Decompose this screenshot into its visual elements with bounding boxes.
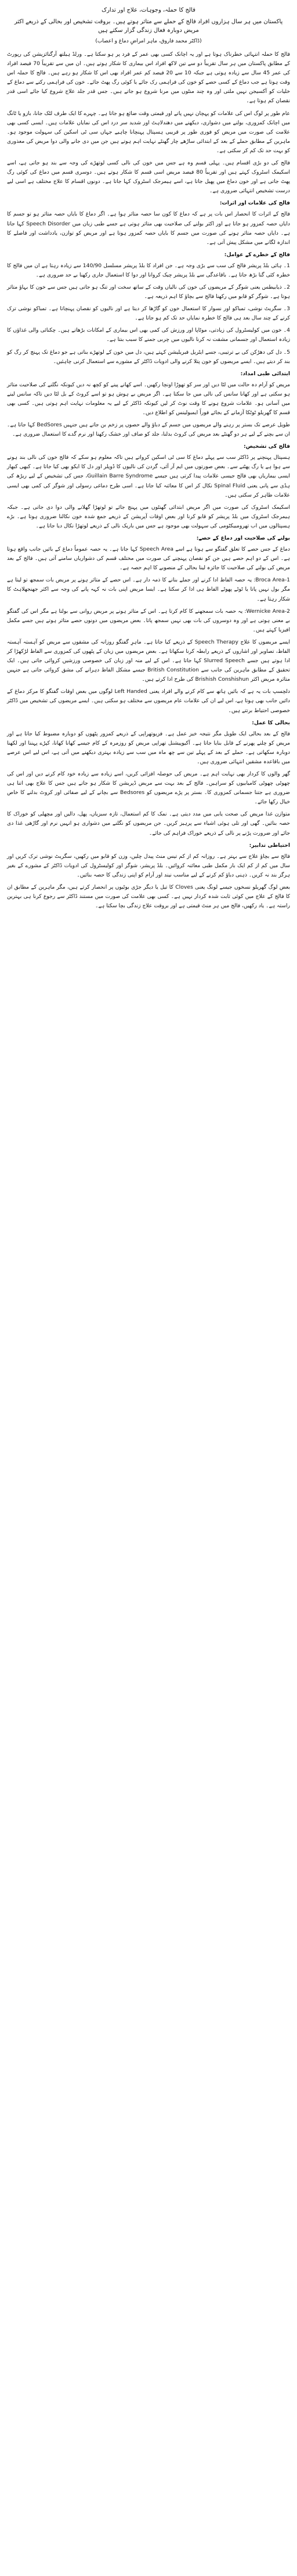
body-paragraph: متوازن غذا مریض کی صحت یابی میں مدد دیتی ہے۔ نمک کا کم استعمال، تازہ سبزیاں، پھل، دالیں اور مچھلی کو خوراک کا حصہ بنائیں۔ گھی اور تلی ہوئی اشیاء سے پرہیز کریں۔ جن مریضوں کو نگلنے میں دشواری ہو انہیں نرم اور گاڑھی غذا دی جائے اور ضرورت پڑنے پر نالی کے ذریعے خوراک فراہم کی جائے۔: [7, 811, 290, 836]
section-heading: فالج کی علامات اور اثرات:: [219, 200, 290, 207]
body-paragraph: 5۔ دل کی دھڑکن کی بے ترتیبی، جسے ایٹریل فبریلیشن کہتے ہیں، دل میں خون کے لوتھڑے بناتی ہے جو دماغ تک پہنچ کر رگ کو بند کر دیتے ہیں۔ ایسے مریضوں کو خون پتلا کرنے والی ادویات ڈاکٹر کے مشورے سے استعمال کرنی چاہئیں۔: [7, 349, 290, 365]
body-paragraph: ہسپتال پہنچنے پر ڈاکٹر سب سے پہلے دماغ کا سی ٹی اسکین کرواتے ہیں تاکہ معلوم ہو سکے کہ فالج خون کی نالی بند ہونے سے ہوا ہے یا رگ پھٹنے سے۔ بعض صورتوں میں ایم آر آئی، گردن کی نالیوں کا ڈوپلر اور دل کا ایکو بھی کیا جاتا ہے۔ کبھی کبھار ایسی بیماریاں بھی فالج جیسی علامات پیدا کرتی ہیں جیسے Guillain Barre Syndrome، جس کی تشخیص کے لیے ریڑھ کی ہڈی سے پانی یعنی Spinal Fluid نکال کر اس کا معائنہ کیا جاتا ہے۔ اسی طرح دماغی رسولی اور شوگر کی کمی بھی ایسی علامات ظاہر کر سکتی ہیں۔: [7, 454, 291, 498]
section-heading: بولنے کی صلاحیت اور دماغ کے حصے:: [196, 535, 290, 542]
body-paragraph: فالج کی دو بڑی اقسام ہیں۔ پہلی قسم وہ ہے جس میں خون کی نالی کسی لوتھڑے کی وجہ سے بند ہو جاتی ہے، اسے اسکیمک اسٹروک کہتے ہیں اور تقریباً 80 فیصد مریض اسی قسم کا شکار ہوتے ہیں۔ دوسری قسم میں دماغ کی کوئی رگ پھٹ جاتی ہے اور خون دماغ میں پھیل جاتا ہے، اسے ہیمرجک اسٹروک کہا جاتا ہے۔ دونوں اقسام کا علاج مختلف ہے اسی لیے درست تشخیص انتہائی ضروری ہے۔: [7, 160, 290, 195]
body-paragraph: بعض لوگ گھریلو نسخوں جیسے لونگ یعنی Cloves کا تیل یا دیگر جڑی بوٹیوں پر انحصار کرتے ہیں، مگر ماہرین کے مطابق ان کا فالج کے علاج میں کوئی ثابت شدہ کردار نہیں ہے۔ کسی بھی علامت کی صورت میں مستند ڈاکٹر سے رجوع کرنا ہی بہترین راستہ ہے۔ یاد رکھیں، فالج میں ہر منٹ قیمتی ہے اور بروقت علاج زندگی بچا سکتا ہے۔: [7, 883, 291, 910]
section-heading: احتیاطی تدابیر:: [249, 842, 290, 849]
body-paragraph: عام طور پر لوگ اس کی علامات کو پہچان نہیں پاتے اور قیمتی وقت ضائع ہو جاتا ہے۔ چہرے کا ایک طرف لٹک جانا، بازو یا ٹانگ میں اچانک کمزوری، بولنے میں دشواری، دیکھنے میں دھندلاہٹ اور شدید سر درد اس کی نمایاں علامات ہیں۔ ایسی کسی بھی علامت کی صورت میں مریض کو فوری طور پر قریبی ہسپتال پہنچانا چاہیے جہاں سی ٹی اسکین کی سہولت موجود ہو۔ ماہرین کے مطابق حملے کے بعد کے ابتدائی ساڑھے چار گھنٹے نہایت اہم ہوتے ہیں جن میں دی جانے والی دوا مریض کی معذوری کو بہت حد تک کم کر سکتی ہے۔: [7, 110, 290, 154]
article-subtitle: پاکستان میں ہر سال ہزاروں افراد فالج کے حملے سے متاثر ہوتے ہیں۔ بروقت تشخیص اور بحالی کے ذریعے اکثر مریض دوبارہ فعال زندگی گزار سکتے ہیں: [14, 19, 283, 34]
body-paragraph: 3۔ سگریٹ نوشی، تمباکو اور نسوار کا استعمال خون کو گاڑھا کر دیتا ہے اور نالیوں کو نقصان پہنچاتا ہے۔ تمباکو نوشی ترک کرنے کے چند سال بعد ہی فالج کا خطرہ نمایاں حد تک کم ہو جاتا ہے۔: [7, 306, 290, 322]
body-paragraph: ایسے مریضوں کا علاج Speech Therapy کے ذریعے کیا جاتا ہے۔ ماہرِ گفتگو روزانہ کی مشقوں سے مریض کو آہستہ آہستہ الفاظ، تصاویر اور اشاروں کے ذریعے رابطہ کرنا سکھاتا ہے۔ بعض مریضوں میں زبان کے پٹھوں کی کمزوری سے الفاظ لڑکھڑا کر ادا ہوتے ہیں جسے Slurred Speech کہا جاتا ہے۔ اس کے لیے منہ اور زبان کی خصوصی ورزشیں کروائی جاتی ہیں۔ ایک تحقیق کے مطابق ماہرین کی جانب سے British Constitution جیسے مشکل الفاظ دہرانے کی مشق کروائی جاتی ہے جنہیں متاثرہ مریض اکثر Brishish Conshishun کی طرح ادا کرتے ہیں۔: [7, 638, 290, 683]
article-author: (ڈاکٹر محمد فاروق، ماہر امراضِ دماغ و اعصاب): [95, 38, 202, 44]
body-paragraph: فالج سے بچاؤ علاج سے بہتر ہے۔ روزانہ کم از کم تیس منٹ پیدل چلیں، وزن کو قابو میں رکھیں، سگریٹ نوشی ترک کریں اور سال میں کم از کم ایک بار مکمل طبی معائنہ کروائیں۔ بلڈ پریشر، شوگر اور کولیسٹرول کی ادویات ڈاکٹر کے مشورے کے بغیر ہرگز بند نہ کریں۔ ذہنی دباؤ کم کرنے کے لیے مناسب نیند اور آرام کو اپنی زندگی کا حصہ بنائیں۔: [7, 853, 290, 878]
body-paragraph: اسکیمک اسٹروک کی صورت میں اگر مریض ابتدائی گھنٹوں میں پہنچ جائے تو لوتھڑا گھلانے والی دوا دی جاتی ہے۔ جبکہ ہیمرجک اسٹروک میں بلڈ پریشر کو قابو کرنا اور بعض اوقات آپریشن کے ذریعے جمع شدہ خون نکالنا ضروری ہوتا ہے۔ بڑے ہسپتالوں میں اب تھرومبیکٹومی کی سہولت بھی موجود ہے جس میں باریک نالی کے ذریعے لوتھڑا نکال دیا جاتا ہے۔: [7, 504, 290, 529]
section-heading: ابتدائی طبی امداد:: [240, 370, 290, 377]
body-paragraph: مریض کو آرام دہ حالت میں لٹا دیں اور سر کو تھوڑا اونچا رکھیں۔ اسے کھانے پینے کو کچھ نہ دیں کیونکہ نگلنے کی صلاحیت متاثر ہو سکتی ہے اور کھانا سانس کی نالی میں جا سکتا ہے۔ اگر مریض بے ہوش ہو تو اسے کروٹ کے بل لٹا دیں تاکہ سانس لینے میں آسانی ہو۔ علامات شروع ہونے کا وقت نوٹ کر لیں کیونکہ ڈاکٹر کے لیے یہ معلومات نہایت اہم ہوتی ہیں۔ کسی بھی قسم کا گھریلو ٹوٹکا آزمانے کے بجائے فوراً ایمبولینس کو اطلاع دیں۔: [7, 381, 290, 416]
body-paragraph: 1۔ ہائی بلڈ پریشر فالج کی سب سے بڑی وجہ ہے۔ جن افراد کا بلڈ پریشر مسلسل 140/90 سے زیادہ رہتا ہے ان میں فالج کا خطرہ کئی گنا بڑھ جاتا ہے۔ باقاعدگی سے بلڈ پریشر چیک کروانا اور دوا کا استعمال جاری رکھنا بے حد ضروری ہے۔: [7, 262, 290, 278]
article-title: فالج کا حملہ، وجوہات، علاج اور تدارک: [102, 7, 195, 13]
section-heading: فالج کی تشخیص:: [244, 443, 290, 450]
article-body: [7, 50, 290, 911]
body-paragraph: گھر والوں کا کردار بھی نہایت اہم ہے۔ مریض کی حوصلہ افزائی کریں، اسے زیادہ سے زیادہ خود کام کرنے دیں اور اس کی چھوٹی چھوٹی کامیابیوں کو سراہیں۔ فالج کے بعد بہت سے مریض ڈپریشن کا شکار ہو جاتے ہیں جس کا علاج بھی اتنا ہی ضروری ہے جتنا جسمانی کمزوری کا۔ بستر پر پڑے مریضوں کو Bedsores سے بچانے کے لیے صفائی اور کروٹ بدلنے کا خاص خیال رکھا جائے۔: [7, 771, 290, 806]
body-paragraph: فالج کے بعد بحالی ایک طویل مگر نتیجہ خیز عمل ہے۔ فزیوتھراپی کے ذریعے کمزور پٹھوں کو دوبارہ مضبوط کیا جاتا ہے اور مریض کو چلنے پھرنے کے قابل بنایا جاتا ہے۔ آکیوپیشنل تھراپی مریض کو روزمرہ کے کام جیسے کھانا کھانا، کپڑے پہننا اور لکھنا دوبارہ سکھاتی ہے۔ حملے کے بعد کے پہلے تین سے چھ ماہ میں سب سے زیادہ بہتری دیکھنے میں آتی ہے، اس لیے اس عرصے میں باقاعدہ مشقیں انتہائی ضروری ہیں۔: [7, 730, 290, 765]
body-paragraph: 4۔ خون میں کولیسٹرول کی زیادتی، موٹاپا اور ورزش کی کمی بھی اس بیماری کے امکانات بڑھاتے ہیں۔ چکنائی والی غذاؤں کا زیادہ استعمال اور جسمانی مشقت نہ کرنا نالیوں میں چربی جمنے کا سبب بنتا ہے۔: [7, 327, 290, 343]
body-paragraph: فالج کا حملہ انتہائی خطرناک ہوتا ہے اور یہ اچانک کسی بھی عمر کے فرد پر ہو سکتا ہے۔ ورلڈ ہیلتھ آرگنائزیشن کی رپورٹ کے مطابق پاکستان میں ہر سال تقریباً دو سے تین لاکھ افراد اس بیماری کا شکار ہوتے ہیں۔ ان میں سے تقریباً 70 فیصد افراد کی عمر 45 سال سے زیادہ ہوتی ہے جبکہ 10 سے 20 فیصد کم عمر افراد بھی اس کا شکار ہو رہے ہیں۔ فالج کا حملہ اس وقت ہوتا ہے جب دماغ کے کسی حصے کو خون کی فراہمی رک جائے یا کوئی رگ پھٹ جائے۔ خون کی فراہمی رکنے سے دماغ کے خلیات کو آکسیجن نہیں ملتی اور وہ چند منٹوں میں مرنا شروع ہو جاتے ہیں۔ جس قدر جلد علاج شروع کیا جائے اسی قدر نقصان کم ہوتا ہے۔: [7, 51, 291, 105]
body-paragraph: طویل عرصے تک بستر پر رہنے والے مریضوں میں جسم کے دباؤ والے حصوں پر زخم بن جاتے ہیں جنہیں BedSores کہا جاتا ہے۔ ان سے بچنے کے لیے ہر دو گھنٹے بعد مریض کی کروٹ بدلنا، جلد کو صاف اور خشک رکھنا اور نرم گدے کا استعمال ضروری ہے۔: [7, 422, 290, 438]
body-paragraph: دلچسپ بات یہ ہے کہ بائیں ہاتھ سے کام کرنے والے افراد یعنی Left Handed لوگوں میں بعض اوقات گفتگو کا مرکز دماغ کے دائیں جانب بھی ہوتا ہے، اس لیے ان کی علامات عام مریضوں سے مختلف ہو سکتی ہیں۔ ایسے مریضوں کی تشخیص میں ڈاکٹر خصوصی احتیاط برتتے ہیں۔: [7, 688, 291, 714]
section-heading: فالج کے خطرے کے عوامل:: [224, 251, 290, 258]
body-paragraph: 2۔ ذیابیطس یعنی شوگر کے مریضوں کی خون کی نالیاں وقت کے ساتھ سخت اور تنگ ہو جاتی ہیں جس سے خون کا بہاؤ متاثر ہوتا ہے۔ شوگر کو قابو میں رکھنا فالج سے بچاؤ کا اہم ذریعہ ہے۔: [7, 283, 290, 300]
body-paragraph: دماغ کے جس حصے کا تعلق گفتگو سے ہوتا ہے اسے Speech Area کہا جاتا ہے۔ یہ حصہ عموماً دماغ کے بائیں جانب واقع ہوتا ہے۔ اس کے دو اہم حصے ہیں جن کو نقصان پہنچنے کی صورت میں مختلف قسم کی دشواریاں سامنے آتی ہیں۔ فالج کے بعد مریض کی بولنے کی صلاحیت کا جائزہ لینا بحالی کے منصوبے کا اہم حصہ ہے۔: [7, 546, 291, 572]
section-heading: بحالی کا عمل:: [252, 719, 290, 726]
body-paragraph: 1-Broca Area: یہ حصہ الفاظ ادا کرنے اور جملے بنانے کا ذمہ دار ہے۔ اس حصے کے متاثر ہونے پر مریض بات سمجھ تو لیتا ہے مگر بول نہیں پاتا یا ٹوٹے پھوٹے الفاظ ہی ادا کر سکتا ہے۔ ایسا مریض اپنی بات نہ کہہ پانے کی وجہ سے اکثر جھنجھلاہٹ کا شکار رہتا ہے۔: [7, 577, 290, 602]
body-paragraph: 2-Wernicke Area: یہ حصہ بات سمجھنے کا کام کرتا ہے۔ اس کے متاثر ہونے پر مریض روانی سے بولتا ہے مگر اس کی گفتگو بے معنی ہوتی ہے اور وہ دوسروں کی بات بھی نہیں سمجھ پاتا۔ بعض مریضوں میں دونوں حصے متاثر ہوتے ہیں جسے مکمل افیزیا کہتے ہیں۔: [7, 608, 291, 633]
body-paragraph: فالج کے اثرات کا انحصار اس بات پر ہے کہ دماغ کا کون سا حصہ متاثر ہوا ہے۔ اگر دماغ کا بایاں حصہ متاثر ہو تو جسم کا دایاں حصہ کمزور ہو جاتا ہے اور اکثر بولنے کی صلاحیت بھی متاثر ہوتی ہے جسے طبی زبان میں Speech Disorder کہا جاتا ہے۔ دایاں حصہ متاثر ہونے کی صورت میں جسم کا بایاں حصہ کمزور ہوتا ہے اور مریض کو توازن، یادداشت اور فاصلے کا اندازہ لگانے میں مشکل پیش آتی ہے۔: [7, 211, 290, 246]
